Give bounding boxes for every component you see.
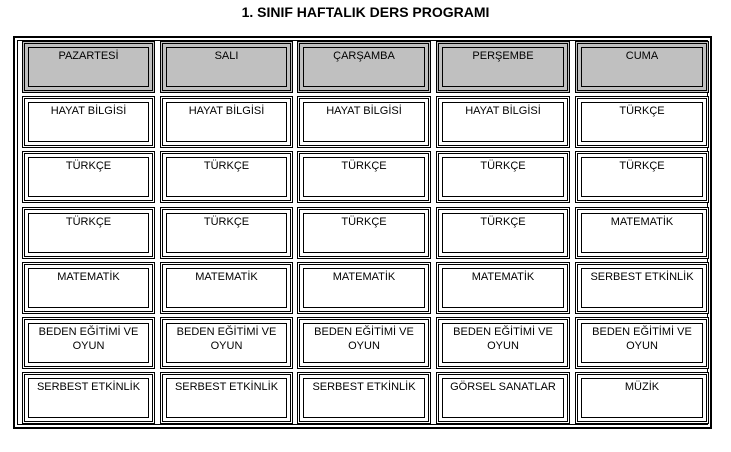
day-header-cell	[575, 41, 709, 93]
lesson-cell	[436, 262, 570, 314]
lesson-cell-label: MATEMATİK	[610, 216, 674, 228]
lesson-cell-label: MÜZİK	[624, 381, 660, 393]
lesson-cell	[436, 151, 570, 203]
day-header-cell-label: CUMA	[625, 50, 659, 62]
lesson-cell-label: TÜRKÇE	[341, 160, 387, 172]
lesson-cell-label: BEDEN EĞİTİMİ VE OYUN	[38, 326, 139, 352]
lesson-cell	[297, 317, 431, 369]
lesson-cell	[297, 151, 431, 203]
lesson-cell-label: TÜRKÇE	[619, 105, 665, 117]
lesson-cell-label: MATEMATİK	[195, 271, 258, 283]
day-header-cell-label: ÇARŞAMBA	[333, 50, 395, 62]
lesson-cell	[160, 151, 293, 203]
lesson-cell	[297, 96, 431, 148]
lesson-cell-label: BEDEN EĞİTİMİ VE OYUN	[176, 326, 277, 352]
lesson-cell-label: TÜRKÇE	[65, 216, 112, 228]
day-header-cell-label: PAZARTESİ	[58, 50, 119, 62]
lesson-cell	[436, 96, 570, 148]
lesson-cell-label: HAYAT BİLGİSİ	[465, 105, 541, 117]
lesson-cell-label: BEDEN EĞİTİMİ VE OYUN	[314, 326, 414, 352]
lesson-cell-label: TÜRKÇE	[203, 160, 250, 172]
lesson-cell-label: TÜRKÇE	[65, 160, 112, 172]
lesson-cell	[575, 262, 709, 314]
lesson-cell	[575, 207, 709, 259]
lesson-cell-label: MATEMATİK	[57, 271, 120, 283]
lesson-cell-label: HAYAT BİLGİSİ	[326, 105, 402, 117]
lesson-cell	[160, 317, 293, 369]
lesson-cell	[22, 207, 155, 259]
day-header-cell	[22, 41, 155, 93]
lesson-cell	[160, 372, 293, 424]
lesson-cell	[160, 96, 293, 148]
day-header-cell	[297, 41, 431, 93]
page-title: 1. SINIF HAFTALIK DERS PROGRAMI	[241, 4, 490, 20]
day-header-cell-label: SALI	[214, 50, 239, 62]
lesson-cell-label: TÜRKÇE	[480, 160, 526, 172]
day-header-cell	[160, 41, 293, 93]
lesson-cell-label: SERBEST ETKİNLİK	[312, 381, 416, 393]
lesson-cell-label: SERBEST ETKİNLİK	[590, 271, 694, 283]
lesson-cell-label: MATEMATİK	[332, 271, 396, 283]
day-header-cell-label: PERŞEMBE	[472, 50, 534, 62]
lesson-cell-label: SERBEST ETKİNLİK	[36, 381, 141, 393]
lesson-cell	[22, 262, 155, 314]
lesson-cell	[22, 96, 155, 148]
lesson-cell	[297, 207, 431, 259]
lesson-cell	[22, 317, 155, 369]
lesson-cell	[575, 151, 709, 203]
lesson-cell	[160, 262, 293, 314]
lesson-cell	[575, 372, 709, 424]
lesson-cell-label: BEDEN EĞİTİMİ VE OYUN	[592, 326, 692, 352]
lesson-cell	[575, 96, 709, 148]
lesson-cell-label: TÜRKÇE	[341, 216, 387, 228]
lesson-cell	[22, 372, 155, 424]
lesson-cell-label: GÖRSEL SANATLAR	[450, 381, 556, 393]
lesson-cell-label: TÜRKÇE	[480, 216, 526, 228]
lesson-cell	[575, 317, 709, 369]
lesson-cell	[22, 151, 155, 203]
lesson-cell-label: HAYAT BİLGİSİ	[50, 105, 127, 117]
lesson-cell	[436, 207, 570, 259]
lesson-cell-label: HAYAT BİLGİSİ	[188, 105, 265, 117]
lesson-cell	[160, 207, 293, 259]
lesson-cell	[297, 372, 431, 424]
lesson-cell	[297, 262, 431, 314]
lesson-cell-label: BEDEN EĞİTİMİ VE OYUN	[453, 326, 553, 352]
lesson-cell-label: SERBEST ETKİNLİK	[174, 381, 279, 393]
lesson-cell	[436, 372, 570, 424]
lesson-cell-label: MATEMATİK	[471, 271, 535, 283]
lesson-cell-label: TÜRKÇE	[203, 216, 250, 228]
lesson-cell	[436, 317, 570, 369]
lesson-cell-label: TÜRKÇE	[619, 160, 665, 172]
day-header-cell	[436, 41, 570, 93]
